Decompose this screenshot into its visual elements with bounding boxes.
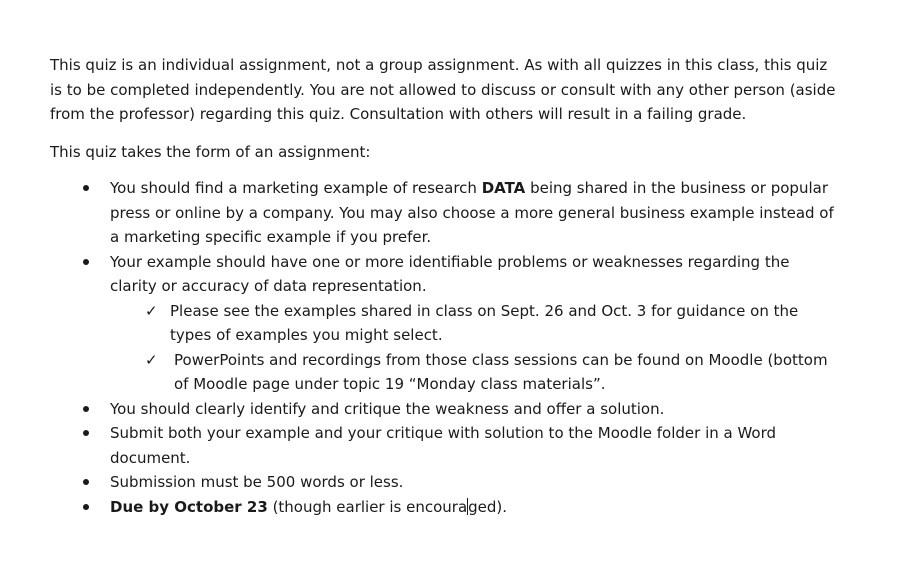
check-mark-icon: ✓ xyxy=(145,350,158,369)
bullet-text: (though earlier is encoura xyxy=(267,497,468,516)
check-mark-icon: ✓ xyxy=(145,301,158,320)
bullet-text: You should clearly identify and critique the weakness and offer a solution. xyxy=(110,399,665,418)
bullet-item-due xyxy=(50,495,840,520)
due-date-text: Due by October 23 xyxy=(110,497,268,516)
check-text: PowerPoints and recordings from those class sessions can be found on Moodle (bottom of Moodle page under topic 19 “Monday class materials”. xyxy=(174,350,828,393)
check-text: Please see the examples shared in class on Sept. 26 and Oct. 3 for guidance on the types of examples you might select. xyxy=(170,301,799,344)
bullet-list xyxy=(50,176,840,299)
bullet-text: Submission must be 500 words or less. xyxy=(110,473,404,491)
bullet-item-find-example xyxy=(50,176,840,250)
bullet-item-length xyxy=(50,470,840,495)
bullet-text: You should find a marketing example of research xyxy=(110,179,482,197)
bullet-item-submit xyxy=(50,421,840,470)
intro-paragraph: This quiz is an individual assignment, not a group assignment. As with all quizzes in this class, this quiz is to be completed independently. You are not allowed to discuss or consult with any other person (aside from the professor) regarding this quiz. Consultation with others will result in a failing grade. xyxy=(50,56,836,123)
check-list xyxy=(50,299,840,397)
bullet-item-problems xyxy=(50,250,840,299)
lead-paragraph: This quiz takes the form of an assignment: xyxy=(50,142,371,161)
bold-data-text: DATA xyxy=(481,179,526,197)
bullet-list-continued xyxy=(50,397,840,520)
check-item-powerpoints xyxy=(110,348,840,397)
check-item-examples xyxy=(110,299,840,348)
document-page xyxy=(50,53,840,519)
bullet-text: Your example should have one or more identifiable problems or weaknesses regarding the clarity or accuracy of data representation. xyxy=(110,252,790,295)
bullet-text: being shared in the business or popular press or online by a company. You may also choose a more general business example instead of a marketing specific example if you prefer. xyxy=(110,179,834,246)
bullet-item-critique xyxy=(50,397,840,422)
bullet-text: ged). xyxy=(468,497,508,516)
bullet-text: Submit both your example and your critique with solution to the Moodle folder in a Word document. xyxy=(110,424,777,467)
